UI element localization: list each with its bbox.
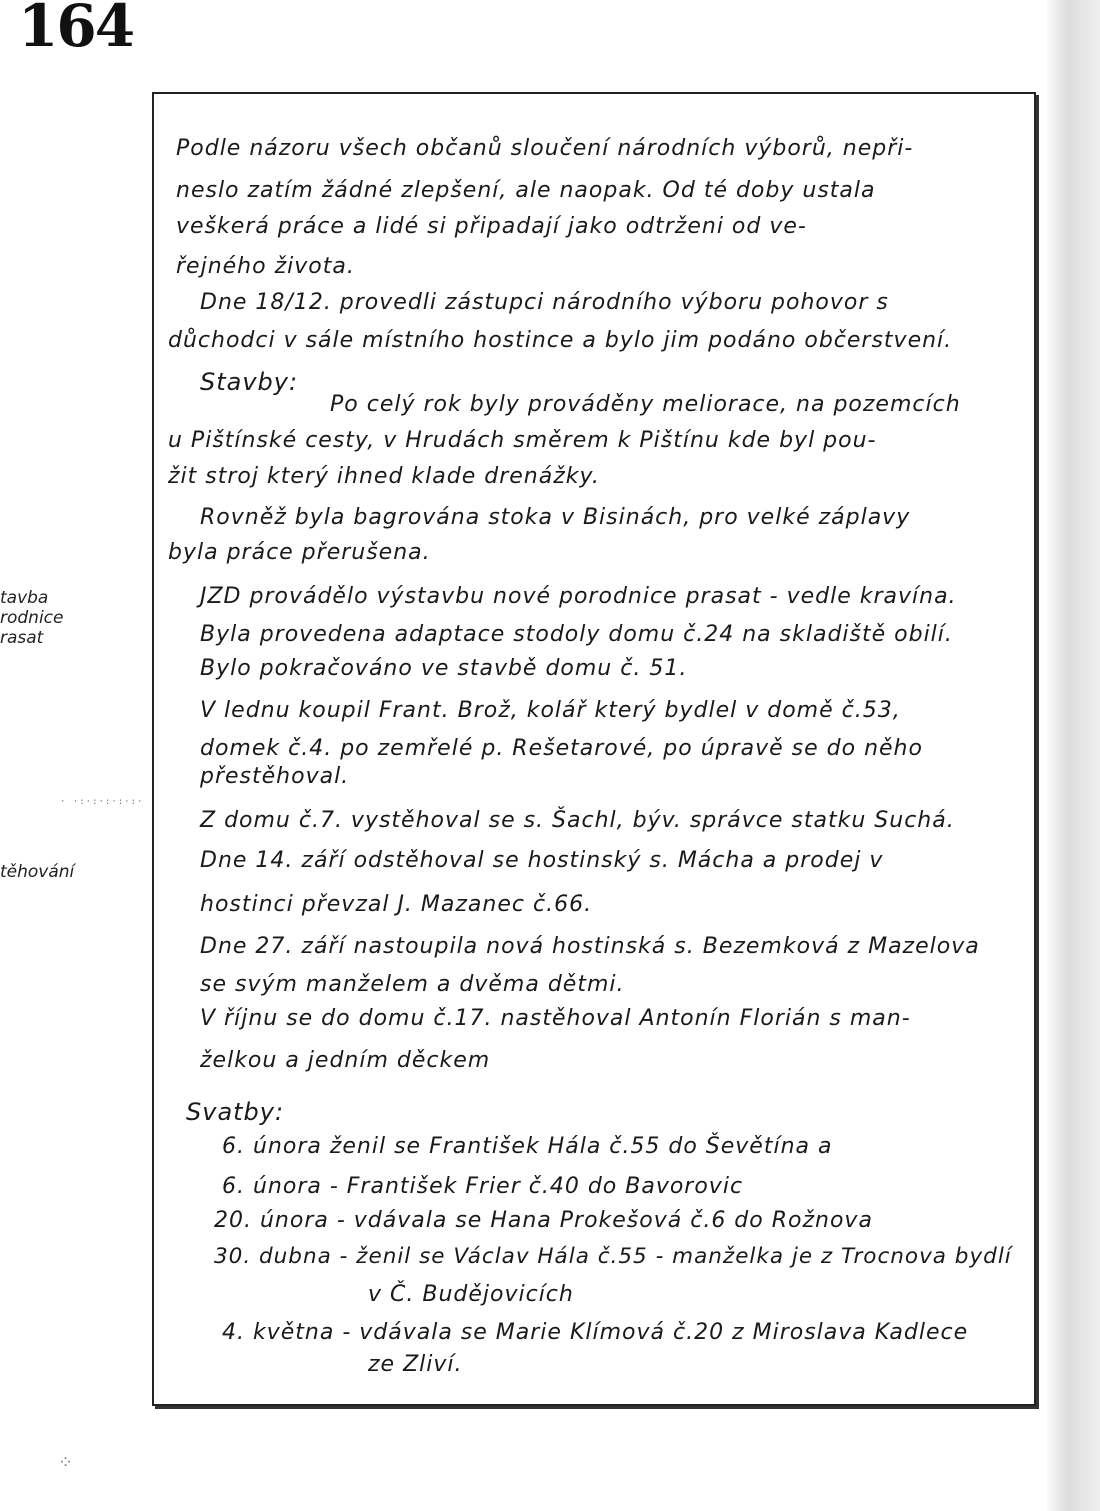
text-line: žit stroj který ihned klade drenážky.: [168, 464, 600, 489]
text-line: 6. února ženil se František Hála č.55 do Ševětína a: [222, 1134, 833, 1159]
margin-note-stavba: tavba rodnice rasat: [0, 588, 64, 648]
text-line: V říjnu se do domu č.17. nastěhoval Antonín Florián s man-: [200, 1006, 911, 1031]
text-line: byla práce přerušena.: [168, 540, 431, 565]
text-line: domek č.4. po zemřelé p. Rešetarové, po úpravě se do něho: [200, 736, 923, 761]
text-line: v Č. Budějovicích: [368, 1282, 574, 1307]
text-line: u Pištínské cesty, v Hrudách směrem k Pištínu kde byl pou-: [168, 428, 877, 453]
text-line: Byla provedena adaptace stodoly domu č.24 na skladiště obilí.: [200, 622, 953, 647]
text-line: ze Zliví.: [368, 1352, 463, 1377]
text-line: 6. února - František Frier č.40 do Bavorovic: [222, 1174, 744, 1199]
text-line: Po celý rok byly prováděny meliorace, na pozemcích: [330, 392, 961, 417]
section-heading-svatby: Svatby:: [186, 1098, 285, 1126]
corner-mark: ⁘: [58, 1452, 74, 1473]
text-line: V lednu koupil Frant. Brož, kolář který bydlel v domě č.53,: [200, 698, 901, 723]
text-line: Dne 27. září nastoupila nová hostinská s. Bezemková z Mazelova: [200, 934, 980, 959]
text-line: Dne 14. září odstěhoval se hostinský s. Mácha a prodej v: [200, 848, 884, 873]
text-line: JZD provádělo výstavbu nové porodnice prasat - vedle kravína.: [200, 584, 957, 609]
text-line: 30. dubna - ženil se Václav Hála č.55 - manželka je z Trocnova bydlí: [214, 1244, 1012, 1269]
section-heading-stavby: Stavby:: [200, 368, 299, 396]
text-line: důchodci v sále místního hostince a bylo jim podáno občerstvení.: [168, 328, 953, 353]
text-line: se svým manželem a dvěma dětmi.: [200, 972, 625, 997]
margin-note-stehovani: těhování: [0, 862, 75, 882]
text-line: Rovněž byla bagrována stoka v Bisinách, pro velké záplavy: [200, 505, 911, 530]
page-number: 164: [18, 0, 134, 60]
speckle-mark: · ·:·:·:·:·:·: [60, 797, 144, 807]
text-line: želkou a jedním děckem: [200, 1048, 491, 1073]
text-line: řejného života.: [176, 254, 355, 279]
text-line: 20. února - vdávala se Hana Prokešová č.6 do Rožnova: [214, 1208, 873, 1233]
text-line: Podle názoru všech občanů sloučení národních výborů, nepři-: [176, 136, 914, 161]
text-line: Z domu č.7. vystěhoval se s. Šachl, býv. správce statku Suchá.: [200, 808, 955, 833]
text-line: hostinci převzal J. Mazanec č.66.: [200, 892, 593, 917]
text-line: přestěhoval.: [200, 764, 350, 789]
text-line: veškerá práce a lidé si připadají jako odtrženi od ve-: [176, 214, 807, 239]
text-line: neslo zatím žádné zlepšení, ale naopak. Od té doby ustala: [176, 178, 876, 203]
page-edge: [1047, 0, 1100, 1511]
text-line: Bylo pokračováno ve stavbě domu č. 51.: [200, 656, 688, 681]
text-line: 4. května - vdávala se Marie Klímová č.20 z Miroslava Kadlece: [222, 1320, 969, 1345]
text-line: Dne 18/12. provedli zástupci národního výboru pohovor s: [200, 290, 889, 315]
